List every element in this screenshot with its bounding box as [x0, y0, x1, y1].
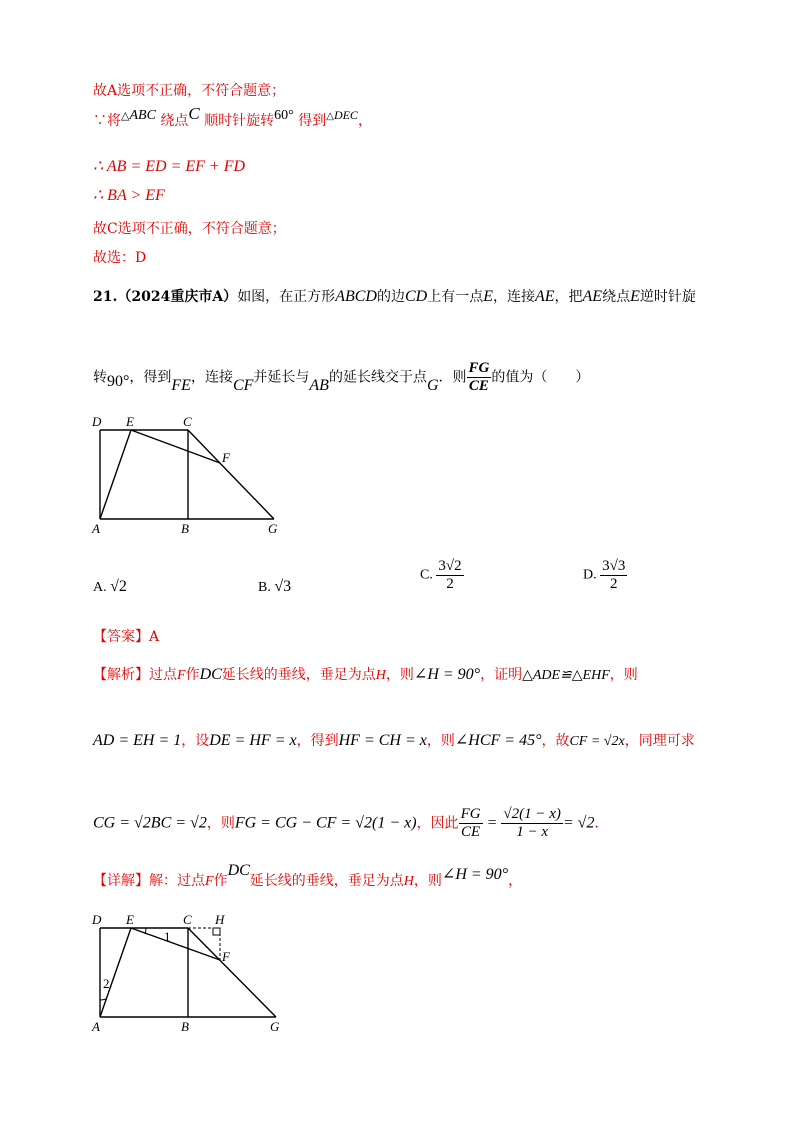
a-hf-ch: HF = CH = x	[338, 732, 427, 749]
fig1-label-e: E	[126, 414, 134, 429]
q-text: 转	[93, 369, 107, 386]
fig2-label-b: B	[181, 1019, 189, 1034]
analysis-tag: 【解析】	[93, 667, 149, 683]
answer-line	[93, 626, 159, 646]
answer-tag: 【答案】	[93, 629, 149, 645]
point-g: G	[426, 376, 439, 394]
q-text: ，得到	[129, 369, 172, 386]
angle-60: 60°	[274, 108, 294, 123]
a-cg: CG = √2BC = √2	[93, 814, 207, 832]
option-b-value: √3	[274, 578, 292, 595]
a-fraction-value	[501, 806, 563, 841]
a-fraction-fg-ce	[459, 806, 483, 841]
question-number: 21.	[93, 289, 118, 305]
fig2-label-d: D	[92, 912, 102, 927]
segment-cf: CF	[232, 376, 254, 394]
fig2-segment-ef	[131, 928, 220, 960]
option-a[interactable]	[93, 578, 127, 596]
q-text: ．则	[438, 369, 467, 386]
q-text: ，连接	[190, 369, 233, 386]
option-d-label: D.	[583, 567, 597, 583]
fig2-right-angle-mark	[213, 928, 220, 935]
a-text: ，同理可求	[624, 733, 695, 749]
fraction-fg-ce	[467, 360, 492, 395]
point-e: E	[630, 288, 640, 305]
triangle-abc: ABC	[129, 108, 156, 123]
d-text: 延长线的垂线，垂足为点	[249, 873, 404, 889]
q-text: 逆时针旋	[639, 289, 696, 305]
fig1-line-cg	[188, 430, 274, 519]
fig2-label-angle-2: 2	[103, 976, 110, 991]
option-d-num: 3√3	[602, 558, 626, 574]
d-angle-h: ∠H = 90°	[441, 866, 509, 883]
segment-ae: AE	[582, 288, 603, 305]
a-text: ，因此	[416, 815, 459, 832]
fig1-label-g: G	[268, 521, 278, 536]
point-e: E	[483, 288, 493, 305]
because-text: ∵将	[93, 113, 121, 129]
fig2-label-g: G	[270, 1019, 280, 1034]
fig1-label-a: A	[92, 521, 100, 536]
a-angle-hcf: ∠HCF = 45°	[454, 732, 542, 749]
option-c-label: C.	[420, 567, 433, 583]
a-cf: CF = √2x	[569, 734, 625, 749]
frac-num: FG	[468, 360, 490, 376]
triangle-dec: DEC	[333, 108, 358, 122]
q-text: 的值为（ ）	[491, 369, 590, 386]
option-d[interactable]	[583, 558, 627, 593]
get-text: 得到	[298, 113, 327, 129]
eq-ab-ed: ∴ AB = ED = EF + FD	[93, 158, 246, 175]
q-text: 上有一点	[427, 289, 484, 305]
fig2-label-f: F	[222, 949, 230, 964]
a-congruence: △ADE≌△EHF	[522, 668, 610, 683]
a-text: ，则	[385, 667, 414, 683]
line-ba-greater	[93, 185, 165, 205]
question-line-1	[93, 286, 696, 306]
fig1-segment-ef	[131, 430, 220, 463]
a-text: ．	[594, 815, 609, 832]
a-frac-den: CE	[460, 824, 481, 840]
q-text: 的边	[376, 289, 405, 305]
option-d-fraction	[600, 558, 627, 593]
segment-ab: AB	[309, 376, 329, 394]
d-point-h: H	[403, 874, 414, 889]
answer-value: A	[149, 629, 160, 645]
fig1-segment-ae	[100, 430, 131, 519]
q-text: 绕点	[602, 289, 631, 305]
segment-ae: AE	[534, 288, 555, 305]
d-text: ，则	[413, 873, 442, 889]
segment-fe: FE	[171, 376, 191, 394]
fig2-label-a: A	[92, 1019, 100, 1034]
a-text: ，设	[181, 733, 210, 749]
about-text: 绕点	[160, 113, 189, 129]
a-text: 过点	[149, 667, 177, 683]
a-de-hf: DE = HF = x	[209, 732, 297, 749]
a-point-h: H	[375, 668, 386, 683]
d-text: 解：过点	[149, 873, 205, 889]
a-frac-num: FG	[460, 806, 481, 822]
analysis-line-3: CG = √2BC = √2，则FG = CG − CF = √2(1 − x)，因此 $\frac{FG}{CE}$ = $\frac{√2(1 - x)}{1 - x}$ = √2．	[93, 806, 609, 840]
comma: ，	[357, 113, 372, 129]
figure-square-2	[88, 910, 298, 1035]
a-fg: FG = CG − CF = √2(1 − x)	[234, 814, 417, 832]
a-text: ，则	[206, 815, 235, 832]
option-c-num: 3√2	[438, 558, 462, 574]
q-text: 如图，在正方形	[237, 289, 336, 305]
a-frac-num2: √2(1 − x)	[503, 806, 561, 822]
a-result: = √2	[562, 814, 595, 832]
a-text: 延长线的垂线，垂足为点	[221, 667, 376, 683]
option-c-fraction	[436, 558, 463, 593]
fig1-label-f: F	[222, 450, 230, 465]
side-cd: CD	[404, 288, 428, 305]
option-a-label: A.	[93, 580, 107, 595]
option-a-value: √2	[110, 578, 127, 595]
question-source: （2024重庆市A）	[117, 289, 238, 305]
figure-square-1	[88, 412, 298, 537]
a-text: ，故	[541, 733, 570, 749]
rotate-text: 顺时针旋转	[204, 113, 275, 129]
a-point-f: F	[177, 668, 186, 683]
q-text: 的延长线交于点	[328, 369, 427, 386]
eq-ba-ef: ∴ BA > EF	[93, 187, 165, 204]
q-text: ，把	[554, 289, 583, 305]
q-text: 并延长与	[253, 369, 310, 386]
a-text: ，证明	[480, 667, 523, 683]
frac-den: CE	[468, 378, 489, 394]
line-rotation: ∵将△ABC 绕点C 顺时针旋转60° 得到△DEC，	[93, 104, 372, 129]
a-text: ，得到	[296, 733, 339, 749]
detail-line-1	[93, 862, 523, 890]
option-c-den: 2	[446, 576, 454, 592]
fig2-label-angle-1: 1	[164, 929, 171, 944]
fig2-label-e: E	[126, 912, 134, 927]
option-c[interactable]	[420, 558, 464, 593]
line-a-incorrect: 故A选项不正确，不符合题意；	[93, 83, 286, 99]
angle-90: 90°	[107, 372, 130, 390]
line-choose-d: 故选：D	[93, 250, 147, 266]
fig2-label-h: H	[215, 912, 225, 927]
detail-tag: 【详解】	[93, 873, 149, 889]
fig2-label-c: C	[183, 912, 192, 927]
d-dc: DC	[227, 862, 250, 879]
a-ad-eh: AD = EH = 1	[93, 732, 182, 749]
option-d-den: 2	[609, 576, 618, 592]
a-text: ，则	[609, 667, 638, 683]
a-dc: DC	[199, 666, 222, 683]
fig2-line-cg	[188, 928, 276, 1017]
d-text: ，	[508, 873, 523, 889]
square-abcd: ABCD	[335, 288, 377, 305]
line-c-incorrect: 故C选项不正确，不符合题意；	[93, 221, 286, 237]
q-text: ，连接	[492, 289, 535, 305]
analysis-line-1	[93, 664, 638, 684]
point-c: C	[188, 104, 200, 123]
d-text: 作	[213, 873, 228, 889]
fig1-label-c: C	[183, 414, 192, 429]
line-ab-equals	[93, 156, 245, 176]
a-angle-h: ∠H = 90°	[413, 666, 481, 683]
analysis-line-2	[93, 730, 695, 750]
fig1-label-b: B	[181, 521, 189, 536]
fig2-angle-2-arc	[100, 999, 106, 1000]
option-b-label: B.	[258, 580, 271, 595]
fig2-segment-ae	[100, 928, 131, 1017]
question-line-2	[93, 360, 589, 395]
a-text: 作	[185, 667, 200, 683]
fig1-label-d: D	[92, 414, 102, 429]
a-text: ，则	[426, 733, 455, 749]
d-point-f: F	[205, 874, 214, 889]
a-frac-den2: 1 − x	[516, 824, 548, 840]
option-b[interactable]	[258, 578, 291, 596]
